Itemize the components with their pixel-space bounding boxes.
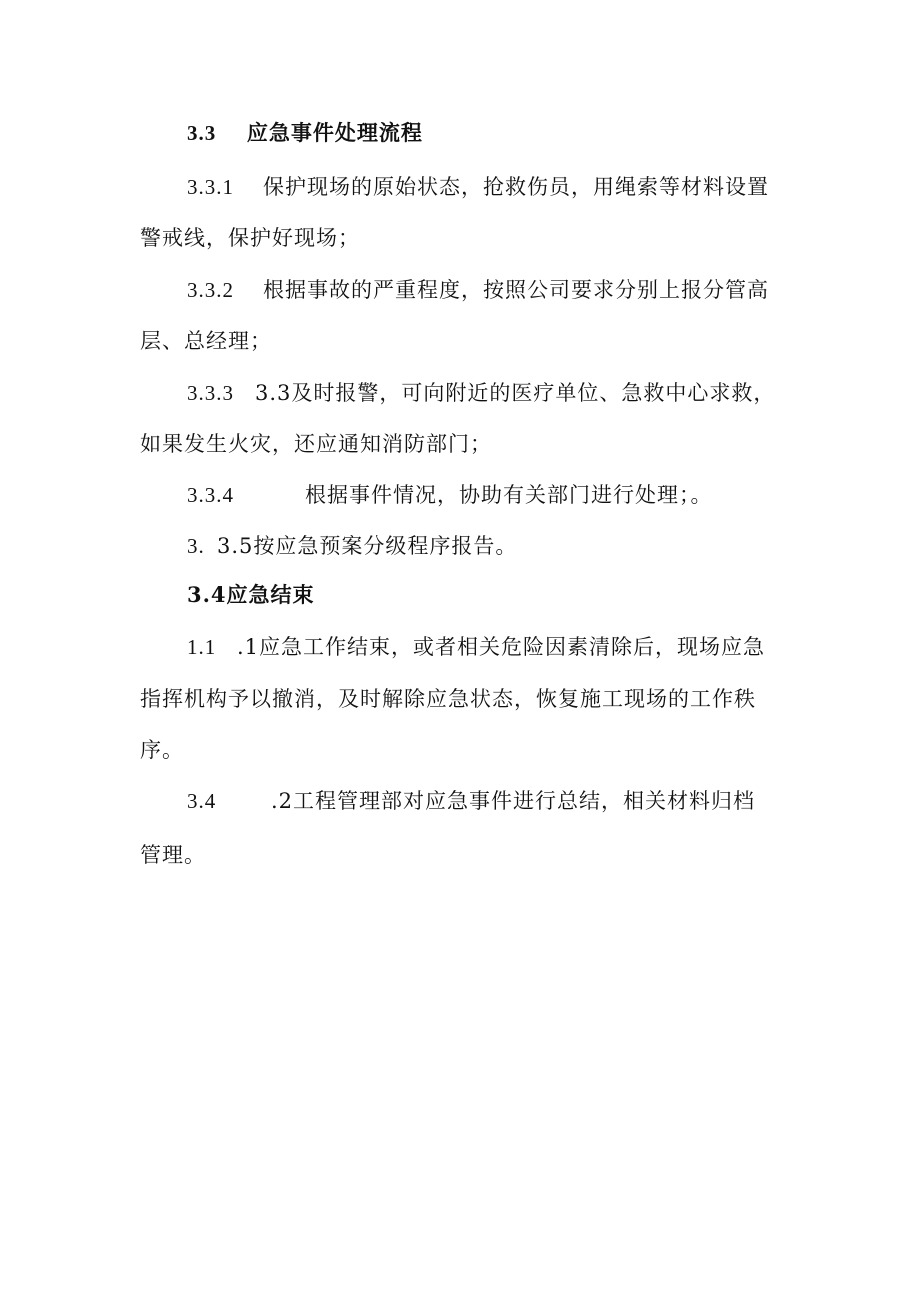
item-text: 3.5按应急预案分级程序报告。 <box>217 534 518 558</box>
paragraph-3-3-2-line1 <box>187 275 769 305</box>
section-heading-3-3 <box>187 118 423 148</box>
item-text: .1应急工作结束，或者相关危险因素清除后，现场应急 <box>237 635 766 659</box>
item-text: 保护现场的原始状态，抢救伤员，用绳索等材料设置 <box>263 175 769 199</box>
item-text: 根据事故的严重程度，按照公司要求分别上报分管高 <box>263 278 769 302</box>
paragraph-3-3-1-line2: 警戒线，保护好现场； <box>140 226 360 250</box>
section-number: 3.3 <box>187 121 217 145</box>
paragraph-3-3-4 <box>187 480 713 510</box>
paragraph-3-4-1-line1 <box>187 632 765 662</box>
item-number: 3.4 <box>187 789 217 813</box>
section-heading-3-4: 3.4应急结束 <box>187 582 315 607</box>
item-text: 3.3及时报警，可向附近的医疗单位、急救中心求救， <box>255 381 776 405</box>
paragraph-3-4-1-line3: 序。 <box>140 738 184 762</box>
paragraph-3-4-2-line2: 管理。 <box>140 843 206 867</box>
item-number: 3.3.1 <box>187 175 234 199</box>
item-number: 3.3.3 <box>187 381 234 405</box>
paragraph-3-3-2-line2: 层、总经理； <box>140 329 272 353</box>
item-text: .2工程管理部对应急事件进行总结，相关材料归档 <box>271 789 756 813</box>
item-text: 根据事件情况，协助有关部门进行处理；。 <box>305 483 713 507</box>
paragraph-3-3-1-line1 <box>187 172 769 202</box>
section-title: 应急事件处理流程 <box>246 120 423 145</box>
paragraph-3-3-5 <box>187 531 517 561</box>
item-number: 1.1 <box>187 635 217 659</box>
paragraph-3-4-1-line2: 指挥机构予以撤消，及时解除应急状态，恢复施工现场的工作秩 <box>140 687 756 711</box>
item-number: 3.3.4 <box>187 483 234 507</box>
paragraph-3-3-3-line2: 如果发生火灾，还应通知消防部门； <box>140 432 492 456</box>
paragraph-3-4-2-line1 <box>187 786 755 816</box>
item-number: 3.3.2 <box>187 278 234 302</box>
paragraph-3-3-3-line1 <box>187 378 775 408</box>
item-number: 3. <box>187 534 205 558</box>
